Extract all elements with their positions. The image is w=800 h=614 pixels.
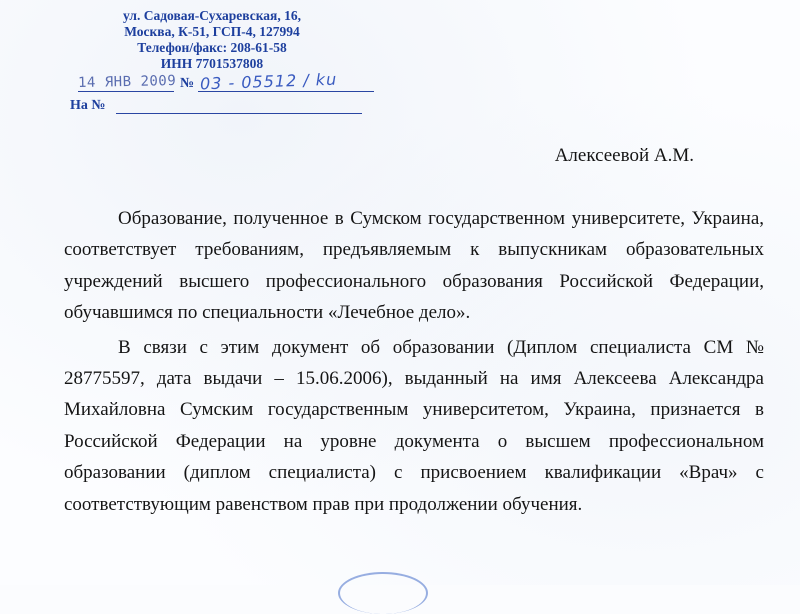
reply-to-label: На № <box>70 98 106 113</box>
letterhead-address-street: ул. Садовая-Сухаревская, 16, <box>122 8 301 23</box>
date-underline <box>78 91 174 92</box>
body-paragraph-2: В связи с этим документ об образовании (Диплом специалиста СМ № 28775597, дата выдачи – 15.06.2006), выданный на имя Алексеева Александра Михайловна Сумским государственным университетом, Украина, признается в Российской Федерации на уровне документа о высшем профессиональном образовании (диплом специалиста) с присвоением квалификации «Врач» с соответствующим равенством прав при продолжении обучения. <box>64 336 764 515</box>
outgoing-reference-row <box>77 69 378 96</box>
body-paragraph-1: Образование, полученное в Сумском государственном университете, Украина, соответствует требованиям, предъявляемым к выпускникам образовательных учреждений высшего профессионального образования Российской Федерации, обучавшимся по специальности «Лечебное дело». <box>64 208 764 324</box>
number-sign: № <box>180 76 195 91</box>
addressee: Алексеевой А.М. <box>554 145 694 166</box>
date-stamp: 14 ЯНВ 2009 <box>77 72 177 92</box>
reply-to-underline <box>116 113 362 114</box>
letterhead-address-city: Москва, К-51, ГСП-4, 127994 <box>124 24 300 39</box>
letterhead-inn: ИНН 7701537808 <box>160 56 264 71</box>
number-underline <box>198 91 374 92</box>
reply-to-reference-row <box>70 98 370 118</box>
letterhead <box>112 8 312 72</box>
letter-body <box>64 203 764 520</box>
letterhead-phone-fax: Телефон/факс: 208-61-58 <box>137 40 287 55</box>
official-seal-icon <box>338 572 428 614</box>
handwritten-reference-number: 03 - 05512 / ku <box>199 69 338 94</box>
